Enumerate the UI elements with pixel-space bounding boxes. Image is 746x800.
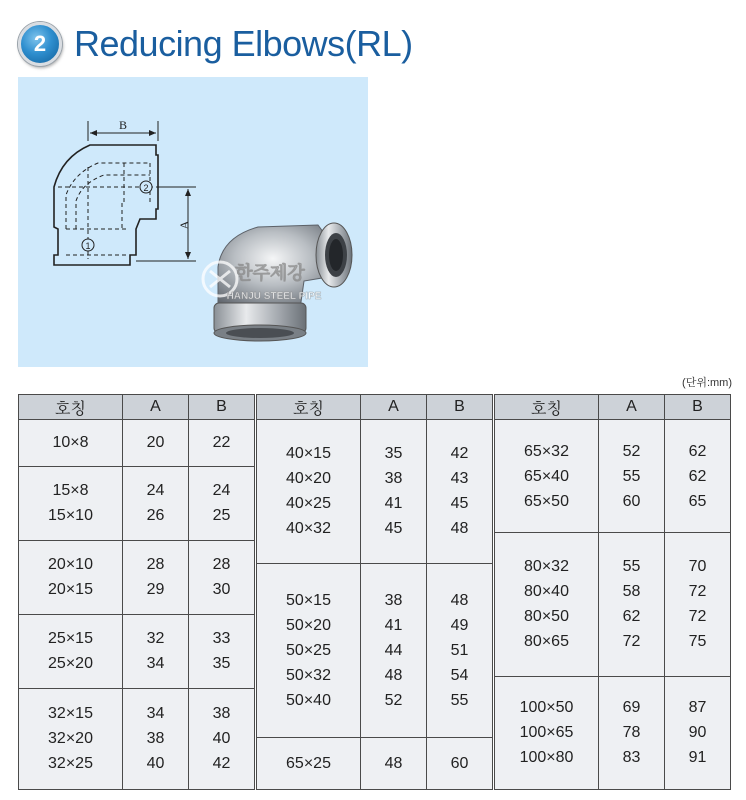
- dimension-a: 52: [384, 691, 403, 709]
- dimension-b: 72: [688, 583, 707, 601]
- nominal-size: 50×25: [286, 641, 331, 659]
- nominal-size: 20×15: [48, 581, 93, 599]
- nominal-size: 80×50: [524, 608, 569, 626]
- dimension-a: 26: [146, 507, 165, 525]
- nominal-size: 40×25: [286, 495, 331, 513]
- dimension-a: 58: [622, 583, 641, 601]
- nominal-size: 15×10: [48, 507, 93, 525]
- dimension-a: 38: [384, 591, 403, 609]
- table-row-group: [257, 737, 493, 789]
- dimension-b: 40: [212, 730, 231, 748]
- dimension-a: 24: [146, 482, 165, 500]
- table-header-nominal: 호칭: [495, 395, 599, 420]
- table-header-b: B: [427, 395, 493, 420]
- dimension-b: 24: [212, 482, 231, 500]
- dimension-b: 75: [688, 633, 707, 651]
- nominal-size: 40×32: [286, 520, 331, 538]
- dimension-a-cell: [361, 420, 427, 564]
- nominal-size: 80×32: [524, 558, 569, 576]
- nominal-size: 50×40: [286, 691, 331, 709]
- dimension-a: 83: [622, 749, 641, 767]
- dimension-b: 35: [212, 655, 231, 673]
- nominal-size-cell: [19, 466, 123, 540]
- table-header-b: B: [189, 395, 255, 420]
- table-row-group: [495, 420, 731, 533]
- table-row-group: [19, 420, 255, 467]
- dimension-b-cell: [665, 676, 731, 789]
- dimension-b: 72: [688, 608, 707, 626]
- nominal-size: 25×20: [48, 655, 93, 673]
- dimension-a: 60: [622, 492, 641, 510]
- nominal-size: 32×25: [48, 755, 93, 773]
- dimension-a: 28: [146, 556, 165, 574]
- dimension-b: 90: [688, 724, 707, 742]
- table-row-group: [19, 614, 255, 688]
- table-row-group: [495, 676, 731, 789]
- dimension-a-cell: [123, 540, 189, 614]
- table-header-nominal: 호칭: [257, 395, 361, 420]
- elbow-technical-drawing: [18, 77, 368, 367]
- nominal-size-cell: [495, 676, 599, 789]
- nominal-size: 25×15: [48, 630, 93, 648]
- dimension-a: 55: [622, 467, 641, 485]
- dimension-a: 41: [384, 495, 403, 513]
- table-row-group: [19, 540, 255, 614]
- dimension-b: 62: [688, 467, 707, 485]
- dimension-a: 29: [146, 581, 165, 599]
- dimension-a-cell: [123, 466, 189, 540]
- nominal-size-cell: [257, 737, 361, 789]
- dimension-b: 28: [212, 556, 231, 574]
- dimension-a: 62: [622, 608, 641, 626]
- dimension-a: 52: [622, 442, 641, 460]
- table-header-a: A: [361, 395, 427, 420]
- nominal-size-cell: [257, 420, 361, 564]
- dimension-a: 55: [622, 558, 641, 576]
- dimension-b: 48: [450, 520, 469, 538]
- dimension-b: 49: [450, 616, 469, 634]
- dimension-b: 42: [212, 755, 231, 773]
- marker-1-label: 1: [85, 241, 91, 251]
- dimension-b: 70: [688, 558, 707, 576]
- watermark-korean-text: 한주제강: [235, 263, 305, 284]
- dimension-b: 25: [212, 507, 231, 525]
- dimension-b-cell: [427, 737, 493, 789]
- nominal-size: 100×80: [519, 749, 574, 767]
- dimension-a-cell: [123, 420, 189, 467]
- dimension-a: 45: [384, 520, 403, 538]
- section-number-badge: 2: [18, 22, 62, 66]
- dimension-b: 30: [212, 581, 231, 599]
- dimension-b-cell: [189, 420, 255, 467]
- table-row-group: [257, 420, 493, 564]
- dimension-b: 54: [450, 666, 469, 684]
- nominal-size: 65×50: [524, 492, 569, 510]
- dimension-a: 72: [622, 633, 641, 651]
- nominal-size: 32×15: [48, 705, 93, 723]
- dimension-a-cell: [599, 420, 665, 533]
- dimension-table-3: [494, 394, 730, 790]
- dimension-b-cell: [665, 420, 731, 533]
- dimension-a: 32: [146, 630, 165, 648]
- nominal-size: 65×40: [524, 467, 569, 485]
- dimension-b: 55: [450, 691, 469, 709]
- dimension-a-label: A: [177, 220, 191, 230]
- nominal-size-cell: [495, 533, 599, 677]
- table-row-group: [257, 563, 493, 737]
- dimension-a-cell: [599, 676, 665, 789]
- table-row-group: [19, 466, 255, 540]
- nominal-size: 40×20: [286, 470, 331, 488]
- product-figure: [18, 77, 368, 367]
- dimension-b-label: B: [118, 118, 128, 132]
- nominal-size: 65×32: [524, 442, 569, 460]
- nominal-size: 15×8: [52, 482, 89, 500]
- table-row-group: [19, 688, 255, 789]
- dimension-a-cell: [361, 737, 427, 789]
- unit-note: (단위:mm): [682, 377, 732, 389]
- dimension-b: 33: [212, 630, 231, 648]
- dimension-a: 44: [384, 641, 403, 659]
- table-header-a: A: [123, 395, 189, 420]
- nominal-size: 32×20: [48, 730, 93, 748]
- dimension-b-cell: [427, 563, 493, 737]
- dimension-b: 22: [212, 434, 231, 452]
- nominal-size: 80×65: [524, 633, 569, 651]
- dimension-a: 38: [384, 470, 403, 488]
- dimension-b: 42: [450, 445, 469, 463]
- nominal-size-cell: [495, 420, 599, 533]
- nominal-size-cell: [19, 614, 123, 688]
- table-header-a: A: [599, 395, 665, 420]
- nominal-size-cell: [19, 420, 123, 467]
- dimension-b: 38: [212, 705, 231, 723]
- table-header-b: B: [665, 395, 731, 420]
- dimension-b-cell: [665, 533, 731, 677]
- nominal-size: 10×8: [52, 434, 89, 452]
- dimension-b-cell: [189, 614, 255, 688]
- dimension-b: 65: [688, 492, 707, 510]
- dimension-b: 48: [450, 591, 469, 609]
- dimension-table-1: [18, 394, 254, 790]
- dimension-a-cell: [361, 563, 427, 737]
- nominal-size: 100×65: [519, 724, 574, 742]
- page-title: Reducing Elbows(RL): [74, 23, 413, 64]
- dimension-a: 40: [146, 755, 165, 773]
- dimension-a: 35: [384, 445, 403, 463]
- nominal-size: 50×15: [286, 591, 331, 609]
- dimension-a: 41: [384, 616, 403, 634]
- dimension-b: 51: [450, 641, 469, 659]
- section-title: [18, 22, 413, 66]
- nominal-size-cell: [257, 563, 361, 737]
- nominal-size: 65×25: [286, 754, 331, 772]
- dimension-a-cell: [123, 614, 189, 688]
- nominal-size: 40×15: [286, 445, 331, 463]
- dimension-b: 87: [688, 699, 707, 717]
- nominal-size: 20×10: [48, 556, 93, 574]
- nominal-size: 50×32: [286, 666, 331, 684]
- dimension-a: 34: [146, 705, 165, 723]
- marker-2-label: 2: [143, 183, 149, 193]
- dimension-b: 43: [450, 470, 469, 488]
- dimension-b: 45: [450, 495, 469, 513]
- table-header-nominal: 호칭: [19, 395, 123, 420]
- dimension-b: 62: [688, 442, 707, 460]
- dimension-a: 20: [146, 434, 165, 452]
- dimension-a-cell: [123, 688, 189, 789]
- dimension-b-cell: [427, 420, 493, 564]
- nominal-size: 80×40: [524, 583, 569, 601]
- dimension-a: 48: [384, 754, 403, 772]
- nominal-size-cell: [19, 540, 123, 614]
- dimension-a: 78: [622, 724, 641, 742]
- dimension-b: 60: [450, 754, 469, 772]
- nominal-size: 50×20: [286, 616, 331, 634]
- dimension-b: 91: [688, 749, 707, 767]
- dimension-a: 34: [146, 655, 165, 673]
- nominal-size: 100×50: [519, 699, 574, 717]
- dimension-a: 38: [146, 730, 165, 748]
- dimension-b-cell: [189, 688, 255, 789]
- dimension-a-cell: [599, 533, 665, 677]
- dimension-a: 69: [622, 699, 641, 717]
- dimension-table-2: [256, 394, 492, 790]
- dimension-b-cell: [189, 540, 255, 614]
- nominal-size-cell: [19, 688, 123, 789]
- dimension-a: 48: [384, 666, 403, 684]
- watermark-english-text: HANJU STEEL PIPE: [226, 291, 322, 302]
- table-row-group: [495, 533, 731, 677]
- dimension-b-cell: [189, 466, 255, 540]
